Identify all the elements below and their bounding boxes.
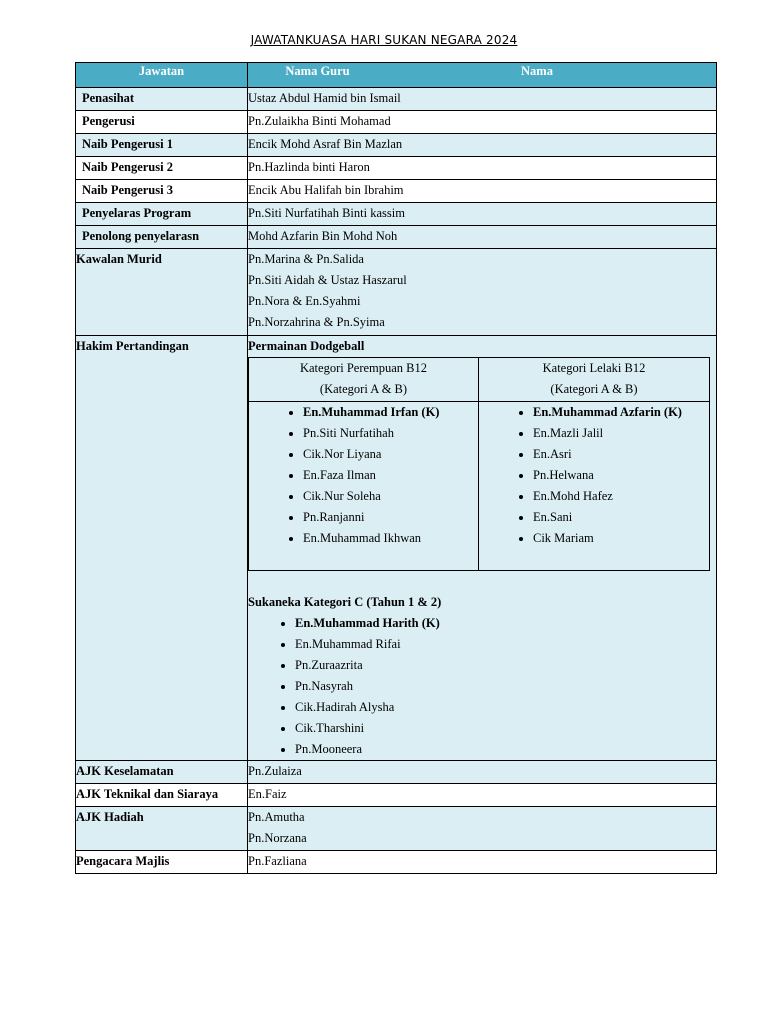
name-line: Pn.Marina & Pn.Salida — [248, 252, 364, 266]
role-cell: Hakim Pertandingan — [76, 336, 248, 761]
list-item: • Pn.Siti Nurfatihah — [303, 423, 478, 444]
list-item: • En.Muhammad Ikhwan — [303, 528, 478, 549]
name-cell: Encik Abu Halifah bin Ibrahim — [248, 180, 717, 203]
role-cell: Pengerusi — [76, 111, 248, 134]
document-title: JAWATANKUASA HARI SUKAN NEGARA 2024 — [250, 33, 518, 47]
role-cell: Naib Pengerusi 3 — [76, 180, 248, 203]
list-item: • En.Sani — [533, 507, 709, 528]
name-cell: Pn.Fazliana — [248, 851, 717, 874]
dodgeball-title: Permainan Dodgeball — [248, 339, 365, 353]
name-line: Pn.Norzana — [248, 831, 307, 845]
table-row — [76, 807, 717, 851]
name-line: Pn.Norzahrina & Pn.Syima — [248, 315, 385, 329]
role-cell: Pengacara Majlis — [76, 851, 248, 874]
list-item: • Pn.Mooneera — [295, 739, 716, 760]
name-line: Pn.Amutha — [248, 810, 305, 824]
table-header-row — [76, 63, 717, 88]
table-row-hakim — [76, 336, 717, 761]
girls-category-label: Kategori Perempuan B12 — [299, 361, 428, 375]
boys-judges-list — [479, 402, 710, 571]
sukaneka-title: Sukaneka Kategori C (Tahun 1 & 2) — [248, 595, 442, 609]
hakim-cell — [248, 336, 717, 761]
table-row — [76, 157, 717, 180]
header-nama-label: Nama — [521, 64, 553, 78]
list-item: • Cik.Hadirah Alysha — [295, 697, 716, 718]
girls-category-sub: (Kategori A & B) — [319, 382, 408, 396]
table-row — [76, 111, 717, 134]
list-item: • En.Muhammad Irfan (K) — [303, 402, 478, 423]
name-line: Pn.Siti Aidah & Ustaz Haszarul — [248, 273, 407, 287]
role-cell: Penolong penyelarasn — [76, 226, 248, 249]
name-cell: En.Faiz — [248, 784, 717, 807]
name-cell: Pn.Hazlinda binti Haron — [248, 157, 717, 180]
header-jawatan: Jawatan — [76, 63, 248, 88]
table-row — [76, 88, 717, 111]
role-cell: AJK Teknikal dan Siaraya — [76, 784, 248, 807]
table-row — [76, 203, 717, 226]
list-item: • En.Asri — [533, 444, 709, 465]
list-item: • En.Muhammad Rifai — [295, 634, 716, 655]
table-row — [76, 134, 717, 157]
committee-table — [75, 62, 717, 874]
header-nama-guru: Nama Guru — [285, 64, 350, 78]
list-item: • Cik.Nur Soleha — [303, 486, 478, 507]
list-item: • Cik.Tharshini — [295, 718, 716, 739]
list-item: • Cik Mariam — [533, 528, 709, 549]
table-row — [76, 761, 717, 784]
name-cell: Pn.Siti Nurfatihah Binti kassim — [248, 203, 717, 226]
header-nama — [248, 63, 717, 88]
role-cell: Naib Pengerusi 2 — [76, 157, 248, 180]
table-row — [76, 180, 717, 203]
list-item: • Cik.Nor Liyana — [303, 444, 478, 465]
list-item: • Pn.Zuraazrita — [295, 655, 716, 676]
dodgeball-table — [248, 357, 710, 571]
name-cell: Mohd Azfarin Bin Mohd Noh — [248, 226, 717, 249]
list-item: • Pn.Nasyrah — [295, 676, 716, 697]
role-cell: Penasihat — [76, 88, 248, 111]
role-cell: AJK Hadiah — [76, 807, 248, 851]
girls-judges-list — [249, 402, 479, 571]
role-cell: Kawalan Murid — [76, 249, 248, 336]
table-row — [76, 784, 717, 807]
list-item: • En.Faza Ilman — [303, 465, 478, 486]
name-cell — [248, 807, 717, 851]
role-cell: AJK Keselamatan — [76, 761, 248, 784]
name-cell: Ustaz Abdul Hamid bin Ismail — [248, 88, 717, 111]
list-item: • En.Mohd Hafez — [533, 486, 709, 507]
sukaneka-list — [248, 613, 716, 760]
boys-category-header — [479, 358, 710, 402]
name-cell: Pn.Zulaiza — [248, 761, 717, 784]
table-row — [76, 851, 717, 874]
table-row — [76, 249, 717, 336]
girls-category-header — [249, 358, 479, 402]
list-item: • En.Muhammad Harith (K) — [295, 613, 716, 634]
name-line: Pn.Nora & En.Syahmi — [248, 294, 361, 308]
role-cell: Naib Pengerusi 1 — [76, 134, 248, 157]
list-item: • En.Muhammad Azfarin (K) — [533, 402, 709, 423]
name-cell: Encik Mohd Asraf Bin Mazlan — [248, 134, 717, 157]
name-cell — [248, 249, 717, 336]
list-item: • En.Mazli Jalil — [533, 423, 709, 444]
name-cell: Pn.Zulaikha Binti Mohamad — [248, 111, 717, 134]
table-row — [76, 226, 717, 249]
boys-category-sub: (Kategori A & B) — [550, 382, 638, 396]
role-cell: Penyelaras Program — [76, 203, 248, 226]
boys-category-label: Kategori Lelaki B12 — [542, 361, 646, 375]
list-item: • Pn.Helwana — [533, 465, 709, 486]
list-item: • Pn.Ranjanni — [303, 507, 478, 528]
